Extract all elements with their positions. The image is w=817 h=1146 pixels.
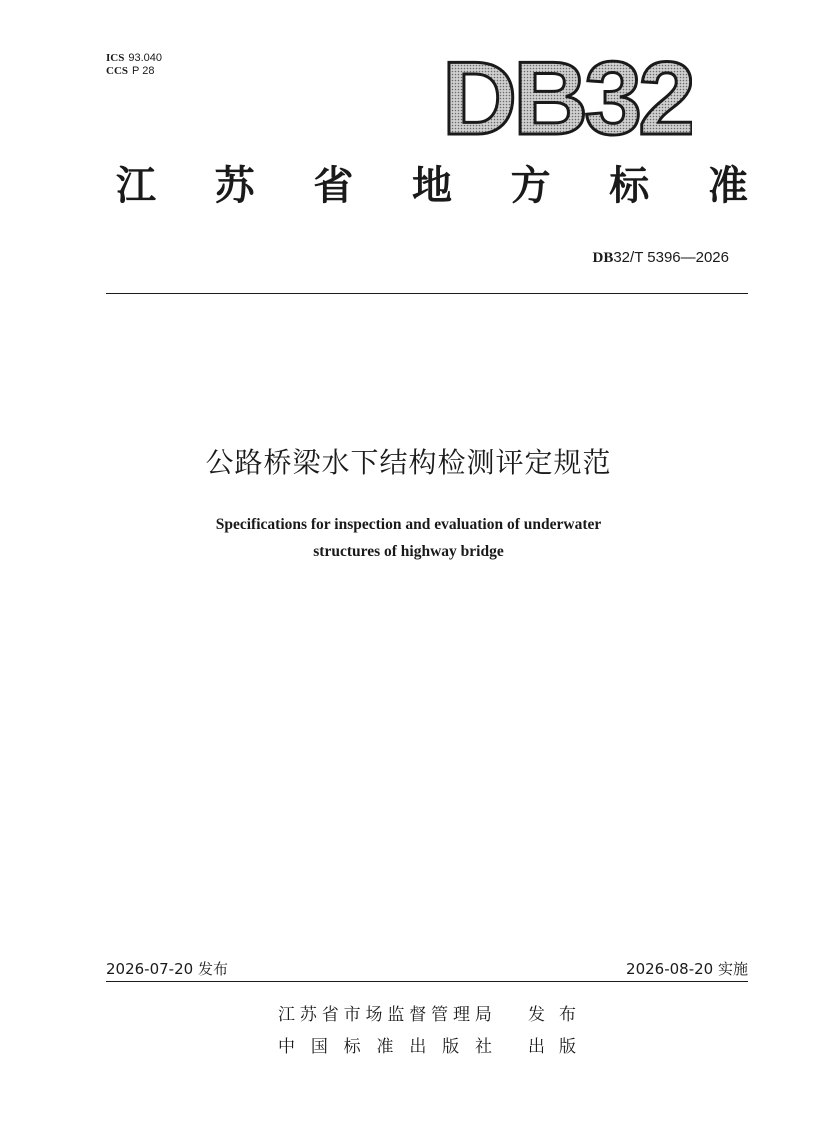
publisher-action-char: 发 [528,1005,545,1025]
top-divider [106,293,748,294]
publisher-name-char: 出 [409,1037,427,1057]
ics-label: ICS [106,52,125,64]
publisher-action-2 [528,1035,576,1059]
ics-value: 93.040 [128,52,162,64]
issue-date: 2026-07-20 发布 [106,960,228,978]
document-title-en-line1: Specifications for inspection and evaluation of underwater [215,516,602,533]
standard-number-rest: 32/T 5396—2026 [613,249,729,266]
publisher-name-char: 省 [321,1005,339,1025]
publisher-name-char: 场 [365,1005,383,1025]
publisher-name-char: 苏 [299,1005,317,1025]
bottom-divider [106,981,748,982]
db32-logo [442,46,692,146]
ccs-value: P 28 [132,65,155,77]
publisher-name-char: 江 [278,1005,295,1025]
standard-type-char: 方 [510,163,551,209]
logo-text: DB32 [442,46,692,146]
standard-type-char: 地 [411,163,452,209]
standard-number-prefix: DB [592,250,614,266]
standard-type-char: 准 [707,163,748,209]
publisher-name-char: 国 [310,1037,328,1057]
document-title-cn: 公路桥梁水下结构检测评定规范 [205,446,612,479]
implementation-date: 2026-08-20 实施 [626,960,748,978]
standard-type-char: 苏 [214,163,255,209]
publisher-name-char: 督 [409,1005,427,1025]
standard-number [593,247,730,268]
publisher-action-char: 出 [528,1037,545,1057]
publisher-action-char: 版 [559,1037,576,1057]
publisher-name-1 [278,1003,492,1027]
standard-type-char: 省 [313,163,354,209]
ics-code [106,51,162,65]
ccs-label: CCS [106,65,129,77]
ccs-code [106,64,154,78]
publisher-name-char: 标 [343,1037,361,1057]
publisher-name-char: 局 [474,1005,492,1025]
publisher-name-char: 准 [376,1037,394,1057]
publisher-name-2 [278,1035,492,1059]
publisher-name-char: 社 [474,1037,492,1057]
publisher-action-1 [528,1003,576,1027]
publisher-name-char: 市 [343,1005,361,1025]
standard-type-heading [116,158,748,214]
publisher-name-char: 管 [431,1005,449,1025]
publisher-name-char: 理 [453,1005,470,1025]
publisher-name-char: 监 [387,1005,405,1025]
standard-type-char: 标 [609,163,650,209]
publisher-name-char: 版 [442,1037,460,1057]
publisher-action-char: 布 [559,1005,576,1025]
document-title-en-line2: structures of highway bridge [313,543,504,560]
publisher-name-char: 中 [278,1037,295,1057]
standard-type-char: 江 [116,163,156,209]
